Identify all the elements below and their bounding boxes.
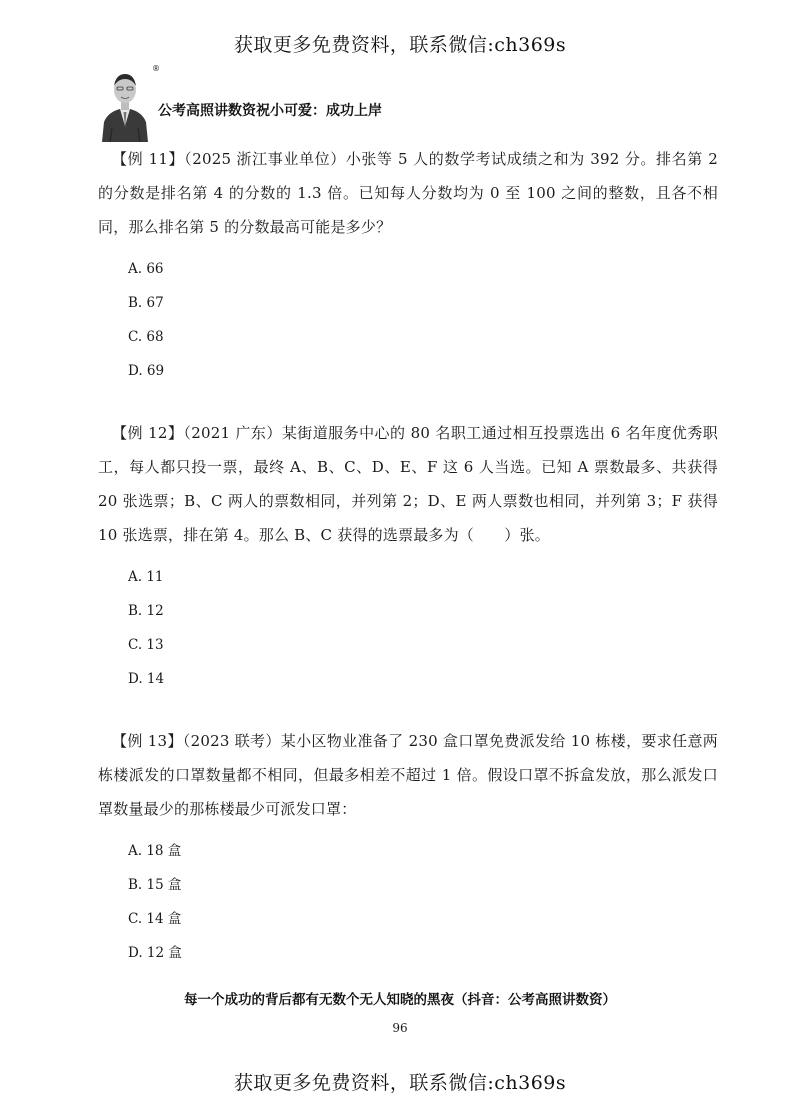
option-d: D. 69 [128,363,165,379]
question-stem: 【例 11】（2025 浙江事业单位）小张等 5 人的数学考试成绩之和为 392 分。排名第 2 的分数是排名第 4 的分数的 1.3 倍。已知每人分数均为 0 至 100 之间的整数，且各不相同，那么排名第 5 的分数最高可能是多少？ [98,150,718,236]
option-list [128,560,718,696]
option-list [128,834,718,970]
watermark-bottom: 获取更多免费资料，联系微信:ch369s [233,1072,567,1094]
option-a: A. 66 [128,261,164,277]
footer-slogan: 每一个成功的背后都有无数个无人知晓的黑夜（抖音：公考高照讲数资） [184,992,616,1008]
header-slogan: 公考高照讲数资祝小可爱：成功上岸 [158,103,382,119]
page-header [96,66,716,142]
watermark-top: 获取更多免费资料，联系微信:ch369s [233,34,567,56]
option-b: B. 15 盒 [128,877,182,893]
option-c: C. 68 [128,329,164,345]
question-stem: 【例 13】（2023 联考）某小区物业准备了 230 盒口罩免费派发给 10 栋楼，要求任意两栋楼派发的口罩数量都不相同，但最多相差不超过 1 倍。假设口罩不拆盒发放，那么派发口罩数量最少的那栋楼最少可派发口罩： [98,732,718,818]
option-d: D. 12 盒 [128,945,182,961]
option-a: A. 11 [128,569,164,585]
option-d: D. 14 [128,671,165,687]
teacher-photo [96,66,154,142]
option-b: B. 12 [128,603,164,619]
option-list [128,252,718,388]
question-stem: 【例 12】（2021 广东）某街道服务中心的 80 名职工通过相互投票选出 6 名年度优秀职工，每人都只投一票，最终 A、B、C、D、E、F 这 6 人当选。已知 A 票数最多、共获得 20 张选票；B、C 两人的票数相同，并列第 2；D、E 两人票数也相同，并列第 3；F 获得 10 张选票，排在第 4。那么 B、C 获得的选票最多为（ ）张。 [98,424,718,544]
question-13 [98,724,718,970]
question-11 [98,142,718,388]
option-a: A. 18 盒 [128,843,182,859]
option-c: C. 13 [128,637,164,653]
question-12 [98,416,718,696]
option-c: C. 14 盒 [128,911,182,927]
option-b: B. 67 [128,295,164,311]
page-number: 96 [392,1021,408,1035]
registered-mark: ® [152,64,160,73]
